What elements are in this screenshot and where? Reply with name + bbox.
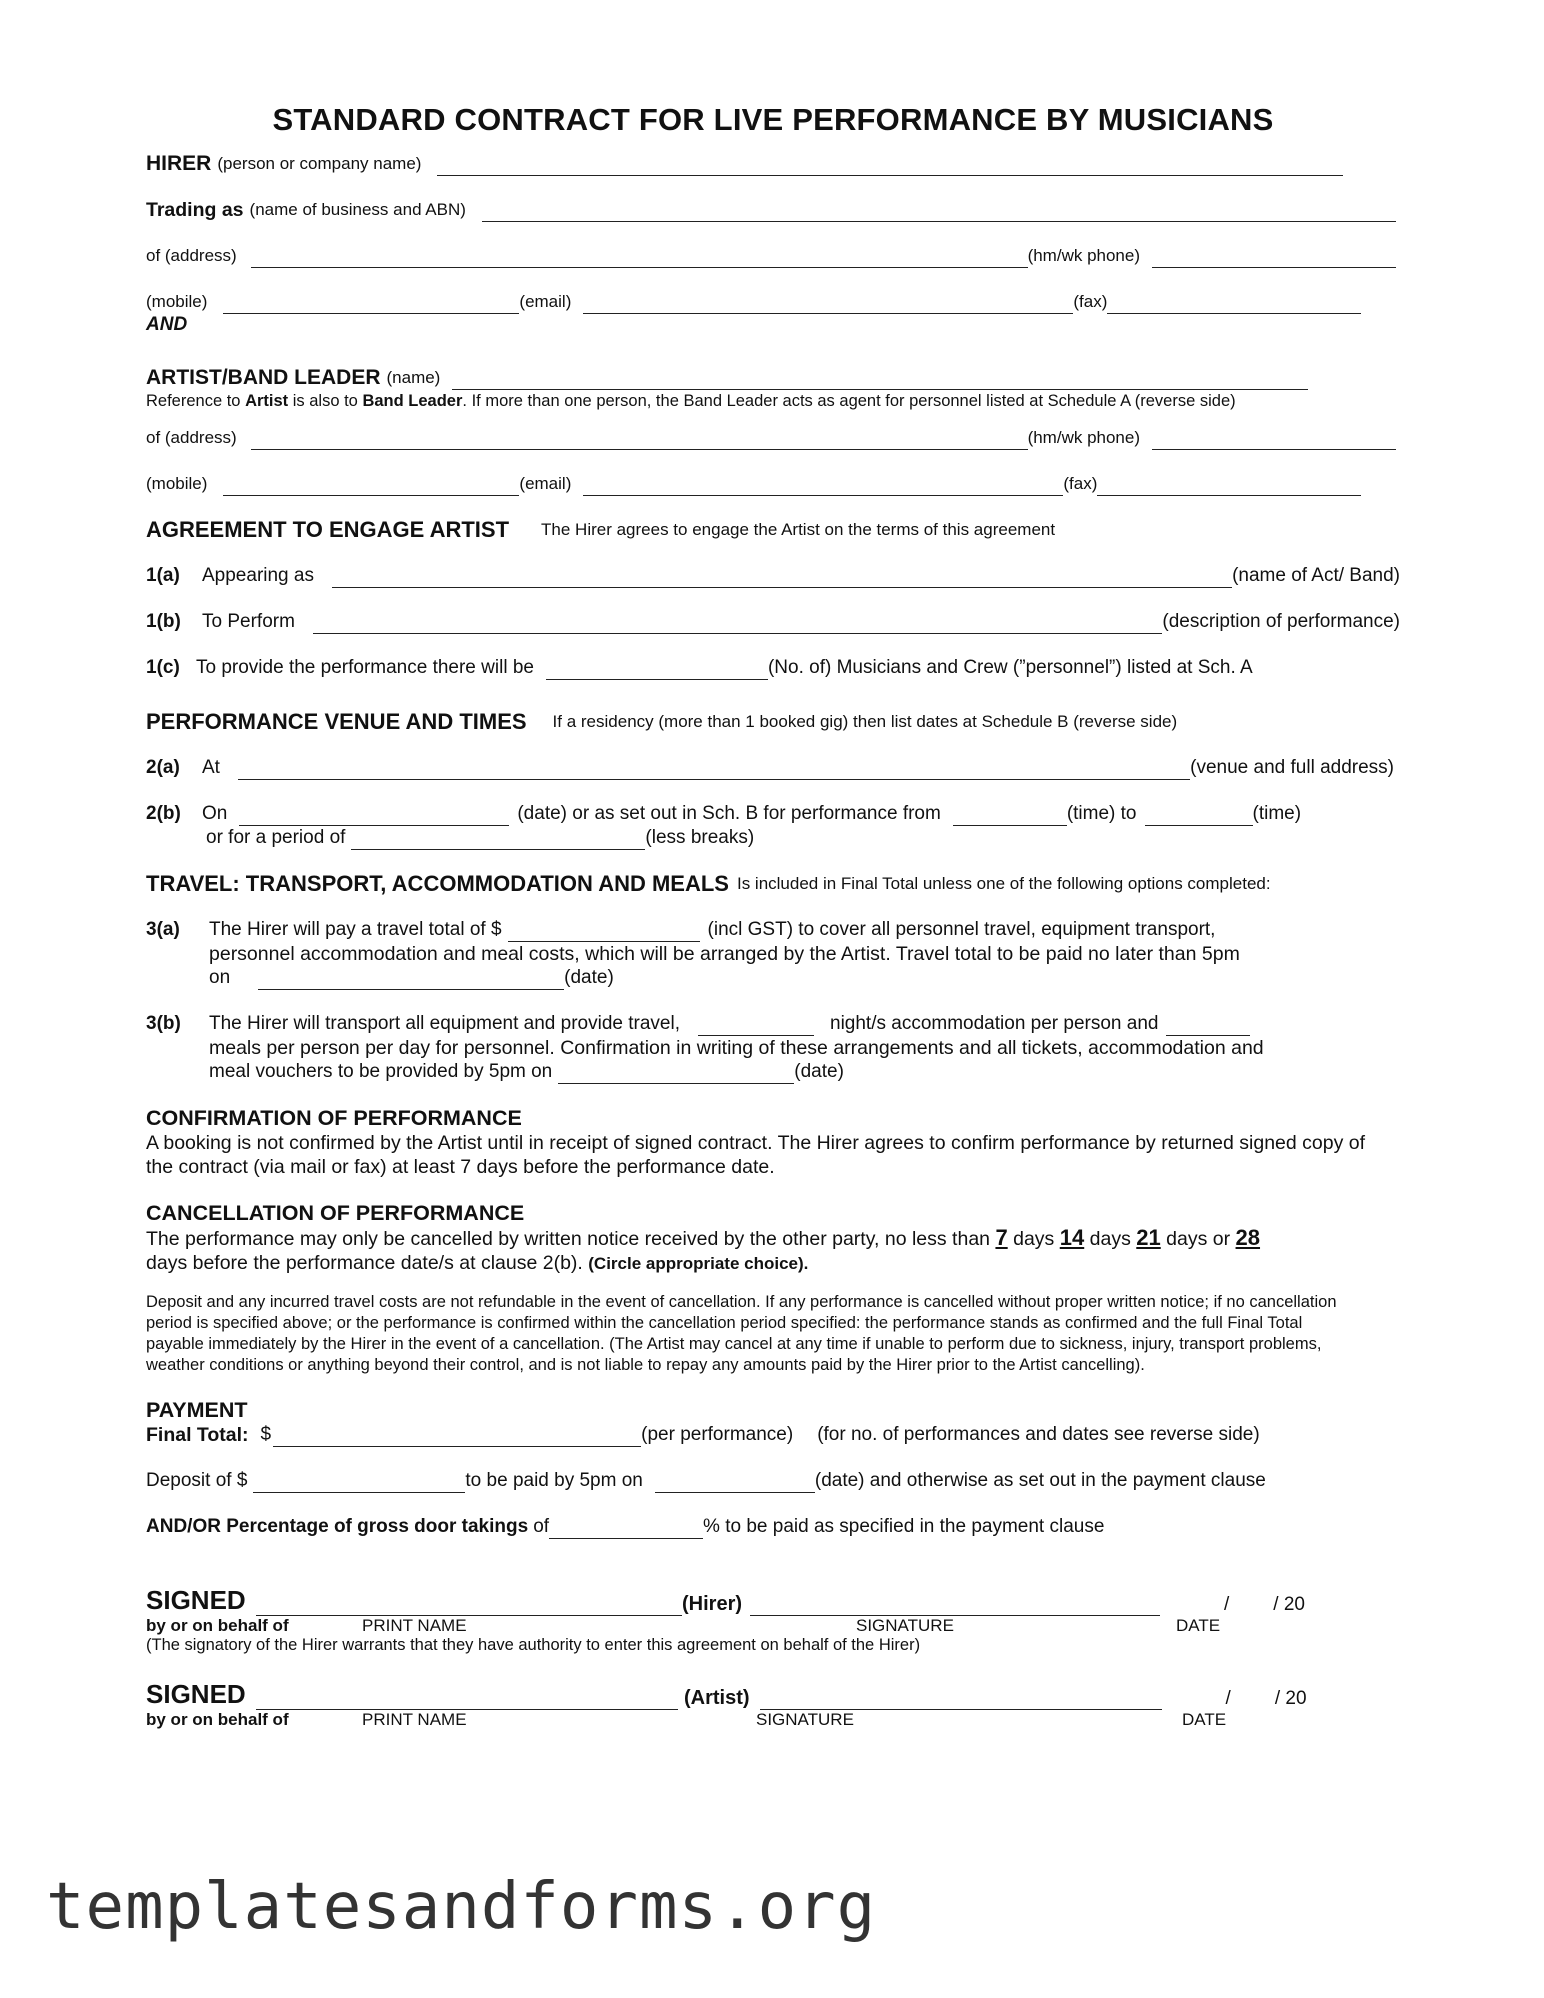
end-time-field[interactable] bbox=[1145, 807, 1253, 826]
artist-phone-field[interactable] bbox=[1152, 431, 1396, 450]
clause-1c-suffix: (No. of) Musicians and Crew (”personnel”) listed at Sch. A bbox=[767, 657, 1253, 678]
clause-2a bbox=[146, 756, 1400, 780]
clause-2a-label: At bbox=[202, 757, 220, 778]
trading-label: Trading as bbox=[146, 199, 244, 221]
vouchers-date-field[interactable] bbox=[558, 1065, 794, 1084]
clause-2b-time1: (time) to bbox=[1066, 803, 1137, 824]
clause-1b-num: 1(b) bbox=[146, 611, 181, 632]
hirer-hint: (person or company name) bbox=[217, 154, 422, 173]
cancellation-heading: CANCELLATION OF PERFORMANCE bbox=[146, 1201, 525, 1225]
contract-form bbox=[146, 98, 1400, 1730]
final-total-label: Final Total: bbox=[146, 1424, 249, 1446]
clause-1a-num: 1(a) bbox=[146, 565, 180, 586]
cancellation-line1: The performance may only be cancelled by written notice received by the other party, no less than 7 days 14 days 21 days or 28 bbox=[146, 1225, 1261, 1250]
confirmation-section bbox=[146, 1106, 1400, 1179]
clause-2b-mid: (date) or as set out in Sch. B for performance from bbox=[517, 803, 941, 824]
artist-mobile-label: (mobile) bbox=[146, 474, 208, 493]
act-name-field[interactable] bbox=[332, 569, 1232, 588]
performance-date-field[interactable] bbox=[239, 807, 509, 826]
venue-note: If a residency (more than 1 booked gig) then list dates at Schedule B (reverse side) bbox=[552, 712, 1178, 731]
final-total-field[interactable] bbox=[273, 1428, 641, 1447]
hirer-email-field[interactable] bbox=[583, 295, 1073, 314]
hirer-phone-field[interactable] bbox=[1152, 249, 1396, 268]
clause-3b bbox=[146, 1012, 1400, 1084]
hirer-email-label: (email) bbox=[519, 292, 572, 311]
artist-address-label: of (address) bbox=[146, 428, 237, 447]
artist-name-row bbox=[146, 366, 1400, 390]
clause-2b-period-row bbox=[146, 826, 1400, 850]
clause-3b-line3-post: (date) bbox=[794, 1061, 844, 1082]
travel-heading-row bbox=[146, 872, 1400, 896]
confirmation-text: A booking is not confirmed by the Artist until in receipt of signed contract. The Hirer agrees to confirm performance by returned signed copy of the contract (via mail or fax) at least 7 days before the performance date. bbox=[146, 1132, 1366, 1178]
artist-phone-label: (hm/wk phone) bbox=[1027, 428, 1140, 447]
artist-fax-label: (fax) bbox=[1063, 474, 1098, 493]
clause-3b-line2: meals per person per day for personnel. Confirmation in writing of these arrangements and all tickets, accommodation and bbox=[209, 1037, 1264, 1059]
clause-3a-line1-post: (incl GST) to cover all personnel travel, equipment transport, bbox=[707, 919, 1216, 940]
clause-3b-line1-pre: The Hirer will transport all equipment and provide travel, bbox=[209, 1013, 680, 1034]
notice-option-21[interactable]: 21 bbox=[1136, 1225, 1161, 1250]
artist-hint: (name) bbox=[386, 368, 441, 387]
clause-3b-line3-pre: meal vouchers to be provided by 5pm on bbox=[209, 1061, 553, 1082]
artist-name-field[interactable] bbox=[452, 371, 1308, 390]
clause-3a-line3-post: (date) bbox=[564, 967, 614, 988]
trading-row bbox=[146, 198, 1400, 222]
start-time-field[interactable] bbox=[953, 807, 1067, 826]
clause-2a-num: 2(a) bbox=[146, 757, 180, 778]
artist-print-name-field[interactable] bbox=[256, 1691, 678, 1710]
clause-1a-label: Appearing as bbox=[202, 565, 314, 586]
artist-label: ARTIST/BAND LEADER bbox=[146, 366, 381, 389]
agreement-heading-row bbox=[146, 518, 1400, 542]
percentage-field[interactable] bbox=[549, 1520, 703, 1539]
artist-fax-field[interactable] bbox=[1097, 477, 1361, 496]
hirer-signature-field[interactable] bbox=[750, 1597, 1160, 1616]
clause-2b-num: 2(b) bbox=[146, 803, 181, 824]
clause-1b-label: To Perform bbox=[202, 611, 295, 632]
hirer-mobile-field[interactable] bbox=[223, 295, 519, 314]
travel-total-field[interactable] bbox=[508, 923, 700, 942]
venue-heading-row bbox=[146, 710, 1400, 734]
deposit-row: Deposit of $ to be paid by 5pm on (date) and otherwise as set out in the payment clause bbox=[146, 1470, 1266, 1491]
hirer-fax-label: (fax) bbox=[1073, 292, 1108, 311]
hirer-warranty-note: (The signatory of the Hirer warrants that they have authority to enter this agreement on behalf of the Hirer) bbox=[146, 1636, 921, 1654]
clause-1a-suffix: (name of Act/ Band) bbox=[1232, 565, 1400, 586]
final-total-row: Final Total: $ (per performance) (for no. of performances and dates see reverse side) bbox=[146, 1424, 1260, 1446]
artist-address-field[interactable] bbox=[251, 431, 1028, 450]
musicians-count-field[interactable] bbox=[546, 661, 768, 680]
clause-1a bbox=[146, 564, 1400, 588]
cancellation-section bbox=[146, 1201, 1400, 1376]
hirer-signature-block: SIGNED (Hirer) / / 20 by or on behalf of PRINT NAME SIGNATURE DATE (The signatory of the Hirer warrants that they have authority to enter this agreement on behalf of the Hirer) bbox=[146, 1585, 1400, 1655]
percentage-row: AND/OR Percentage of gross door takings of % to be paid as specified in the payment clause bbox=[146, 1516, 1105, 1537]
clause-3a-line3-pre: on bbox=[209, 967, 231, 988]
page-title: STANDARD CONTRACT FOR LIVE PERFORMANCE BY MUSICIANS bbox=[272, 102, 1274, 137]
notice-option-14[interactable]: 14 bbox=[1059, 1225, 1085, 1250]
venue-heading: PERFORMANCE VENUE AND TIMES bbox=[146, 709, 527, 734]
hirer-address-field[interactable] bbox=[251, 249, 1028, 268]
clause-1c-num: 1(c) bbox=[146, 657, 180, 678]
hirer-phone-label: (hm/wk phone) bbox=[1027, 246, 1140, 265]
hirer-print-name-field[interactable] bbox=[256, 1597, 682, 1616]
clause-3a bbox=[146, 918, 1400, 990]
hirer-address-row bbox=[146, 244, 1400, 268]
hirer-label: HIRER bbox=[146, 152, 212, 175]
deposit-date-field[interactable] bbox=[655, 1474, 815, 1493]
agreement-heading: AGREEMENT TO ENGAGE ARTIST bbox=[146, 517, 510, 542]
artist-email-label: (email) bbox=[519, 474, 572, 493]
travel-note: Is included in Final Total unless one of the following options completed: bbox=[736, 874, 1271, 893]
nights-field[interactable] bbox=[698, 1017, 814, 1036]
artist-email-field[interactable] bbox=[583, 477, 1063, 496]
clause-3b-line1-post: night/s accommodation per person and bbox=[830, 1013, 1159, 1034]
watermark: templatesandforms.org bbox=[46, 1870, 877, 1944]
cancellation-fine-print: Deposit and any incurred travel costs are not refundable in the event of cancellation. If any performance is cancelled without proper written notice; if no cancellation period is specified above; or the performance is confirmed within the cancellation period specified: the performance stands as confirmed and the full Final Total payable immediately by the Hirer in the event of a cancellation. (The Artist may cancel at any time if unable to perform due to sickness, injury, transport problems, weather conditions or anything beyond their control, and is not liable to repay any amounts paid by the Hirer prior to the Artist cancelling). bbox=[146, 1293, 1337, 1374]
cancellation-line2: days before the performance date/s at clause 2(b). (Circle appropriate choice). bbox=[146, 1252, 809, 1274]
artist-signature-field[interactable] bbox=[760, 1691, 1162, 1710]
notice-option-7[interactable]: 7 bbox=[995, 1225, 1008, 1250]
clause-3a-line2: personnel accommodation and meal costs, which will be arranged by the Artist. Travel total to be paid no later than 5pm bbox=[209, 943, 1240, 965]
clause-2a-suffix: (venue and full address) bbox=[1190, 757, 1394, 778]
clause-2b-breaks: (less breaks) bbox=[645, 827, 755, 848]
payment-section bbox=[146, 1398, 1400, 1539]
clause-2b bbox=[146, 802, 1400, 826]
confirmation-heading: CONFIRMATION OF PERFORMANCE bbox=[146, 1106, 522, 1130]
clause-1b bbox=[146, 610, 1400, 634]
meals-field[interactable] bbox=[1166, 1017, 1250, 1036]
period-field[interactable] bbox=[351, 831, 645, 850]
notice-option-28[interactable]: 28 bbox=[1235, 1225, 1261, 1250]
hirer-contact-row bbox=[146, 290, 1400, 314]
clause-1c bbox=[146, 656, 1400, 680]
artist-contact-row bbox=[146, 472, 1400, 496]
clause-3b-num: 3(b) bbox=[146, 1013, 181, 1034]
artist-mobile-field[interactable] bbox=[223, 477, 519, 496]
and-separator: AND bbox=[146, 314, 188, 335]
hirer-name-field[interactable] bbox=[437, 157, 1343, 176]
clause-3a-line1-pre: The Hirer will pay a travel total of $ bbox=[209, 919, 502, 940]
clause-2b-period: or for a period of bbox=[206, 827, 346, 848]
payment-heading: PAYMENT bbox=[146, 1398, 248, 1422]
clause-2b-time2: (time) bbox=[1252, 803, 1302, 824]
hirer-name-row bbox=[146, 152, 1400, 176]
agreement-note: The Hirer agrees to engage the Artist on the terms of this agreement bbox=[541, 520, 1056, 539]
deposit-field[interactable] bbox=[253, 1474, 465, 1493]
hirer-address-label: of (address) bbox=[146, 246, 237, 265]
venue-address-field[interactable] bbox=[238, 761, 1190, 780]
clause-1b-suffix: (description of performance) bbox=[1162, 611, 1400, 632]
clause-1c-label: To provide the performance there will be bbox=[196, 657, 534, 678]
artist-reference-note: Reference to Artist is also to Band Leader. If more than one person, the Band Leader acts as agent for personnel listed at Schedule A (reverse side) bbox=[146, 392, 1236, 410]
clause-3a-num: 3(a) bbox=[146, 919, 180, 940]
artist-address-row bbox=[146, 426, 1400, 450]
hirer-fax-field[interactable] bbox=[1107, 295, 1361, 314]
travel-due-date-field[interactable] bbox=[258, 971, 564, 990]
artist-signature-block: SIGNED (Artist) / / 20 by or on behalf of PRINT NAME SIGNATURE DATE bbox=[146, 1679, 1307, 1729]
travel-heading: TRAVEL: TRANSPORT, ACCOMMODATION AND MEALS bbox=[146, 871, 729, 896]
trading-name-field[interactable] bbox=[482, 203, 1396, 222]
trading-hint: (name of business and ABN) bbox=[249, 200, 466, 219]
hirer-mobile-label: (mobile) bbox=[146, 292, 208, 311]
performance-description-field[interactable] bbox=[313, 615, 1162, 634]
clause-2b-label: On bbox=[202, 803, 228, 824]
